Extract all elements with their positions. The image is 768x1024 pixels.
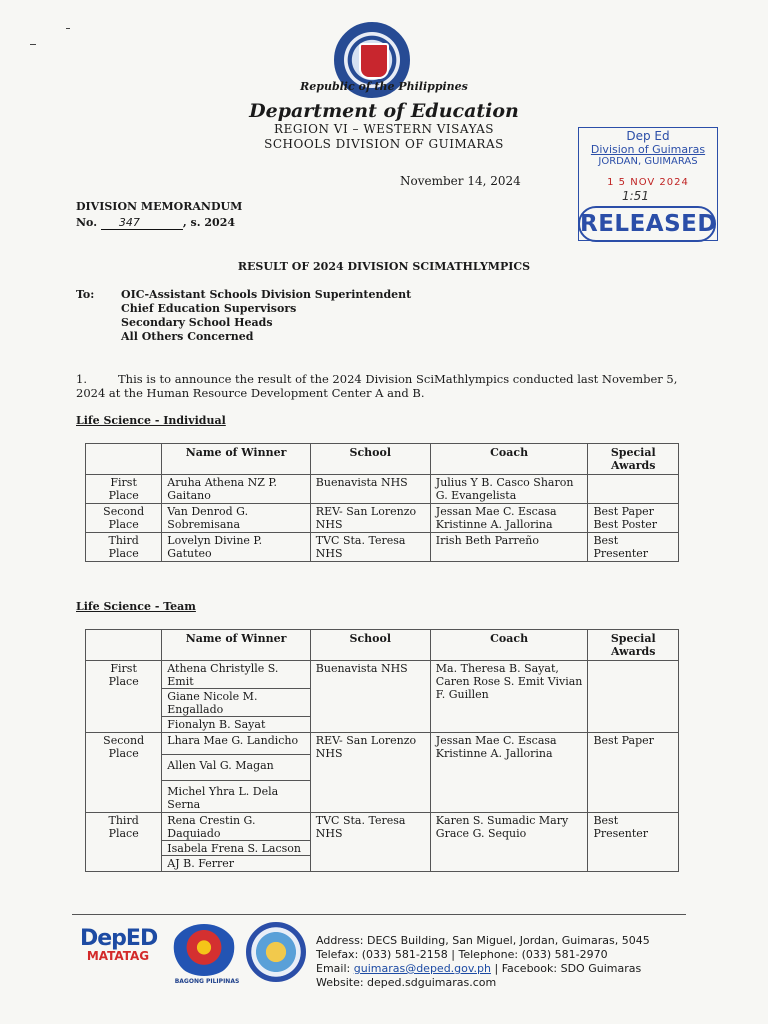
republic-line: Republic of the Philippines	[300, 80, 468, 93]
coach-cell: Ma. Theresa B. Sayat, Caren Rose S. Emit Vivian F. Guillen	[430, 661, 588, 733]
contact-info	[316, 934, 650, 990]
website-line: Website: deped.sdguimaras.com	[316, 976, 497, 989]
header-school: School	[310, 444, 430, 475]
team-member: Lhara Mae G. Landicho	[167, 734, 299, 747]
award-cell: Best Paper	[588, 733, 679, 813]
paragraph-text: This is to announce the result of the 2024 Division SciMathlympics conducted last November 5, 2024 at the Human Resource Development Center A and B.	[76, 372, 678, 400]
recipient-list	[121, 288, 411, 344]
memo-title: DIVISION MEMORANDUM	[76, 200, 243, 213]
school-cell: TVC Sta. Teresa NHS	[310, 533, 430, 562]
scan-mark	[66, 28, 70, 29]
scan-mark	[30, 44, 36, 45]
award-cell	[588, 661, 679, 733]
memo-no-label: No.	[76, 216, 98, 229]
header-coach: Coach	[430, 444, 588, 475]
header-coach: Coach	[430, 630, 588, 661]
memo-date: November 14, 2024	[400, 174, 521, 188]
stamp-date: 1 5 NOV 2024	[607, 177, 689, 188]
header-school: School	[310, 630, 430, 661]
memo-no-value: 347	[101, 216, 183, 230]
region-line: REGION VI – WESTERN VISAYAS	[274, 122, 494, 136]
team-member: Fionalyn B. Sayat	[162, 716, 310, 731]
school-cell: Buenavista NHS	[310, 661, 430, 733]
matatag-logo-text: MATATAG	[86, 949, 150, 963]
header-name: Name of Winner	[162, 630, 311, 661]
header-name: Name of Winner	[162, 444, 311, 475]
winner-cell: Van Denrod G. Sobremisana	[162, 504, 311, 533]
individual-results-table	[85, 443, 679, 562]
table-row	[86, 475, 679, 504]
table-row	[86, 661, 679, 733]
telefax-line: Telefax: (033) 581-2158 | Telephone: (033) 581-2970	[316, 948, 608, 961]
award-cell: Best Presenter	[588, 533, 679, 562]
school-cell: REV- San Lorenzo NHS	[310, 504, 430, 533]
team-member: Rena Crestin G. Daquiado	[167, 814, 256, 840]
team-member: Isabela Frena S. Lacson	[162, 840, 310, 855]
winner-cell: Lovelyn Divine P. Gatuteo	[162, 533, 311, 562]
header-place	[86, 630, 162, 661]
stamp-initials: 1:51	[622, 189, 649, 203]
coach-cell: Jessan Mae C. Escasa Kristinne A. Jallorina	[430, 504, 588, 533]
table-row	[86, 533, 679, 562]
recipient: All Others Concerned	[121, 330, 254, 343]
email-line: Email: guimaras@deped.gov.ph | Facebook: SDO Guimaras	[316, 962, 642, 975]
team-results-table	[85, 629, 679, 872]
division-line: SCHOOLS DIVISION OF GUIMARAS	[264, 137, 504, 151]
header-awards: Special Awards	[588, 444, 679, 475]
section-title-team: Life Science - Team	[76, 600, 196, 613]
recipient: Chief Education Supervisors	[121, 302, 297, 315]
recipient: OIC-Assistant Schools Division Superintendent	[121, 288, 412, 301]
stamp-line1: Dep Ed	[626, 129, 670, 143]
team-member: Athena Christylle S. Emit	[167, 662, 279, 688]
team-member: Allen Val G. Magan	[162, 754, 310, 780]
school-cell: Buenavista NHS	[310, 475, 430, 504]
coach-cell: Karen S. Sumadic Mary Grace G. Sequio	[430, 813, 588, 872]
team-member: Michel Yhra L. Dela Serna	[162, 780, 310, 811]
email-link[interactable]: guimaras@deped.gov.ph	[353, 962, 491, 975]
place-cell: Second Place	[86, 733, 162, 813]
winner-cell	[162, 813, 311, 872]
announcement-paragraph	[76, 372, 696, 400]
table-header-row	[86, 630, 679, 661]
header-place	[86, 444, 162, 475]
table-row	[86, 504, 679, 533]
coach-cell: Jessan Mae C. Escasa Kristinne A. Jallorina	[430, 733, 588, 813]
team-member: Giane Nicole M. Engallado	[162, 688, 310, 716]
coach-cell: Julius Y B. Casco Sharon G. Evangelista	[430, 475, 588, 504]
winner-cell: Aruha Athena NZ P. Gaitano	[162, 475, 311, 504]
winner-cell	[162, 733, 311, 813]
stamp-line2: Division of Guimaras	[590, 143, 706, 156]
deped-matatag-logo	[80, 926, 156, 963]
award-cell: Best Paper Best Poster	[588, 504, 679, 533]
award-cell: Best Presenter	[588, 813, 679, 872]
recipient: Secondary School Heads	[121, 316, 273, 329]
school-cell: TVC Sta. Teresa NHS	[310, 813, 430, 872]
address-line: Address: DECS Building, San Miguel, Jordan, Guimaras, 5045	[316, 934, 650, 947]
footer-divider	[72, 914, 686, 915]
place-cell: First Place	[86, 661, 162, 733]
coach-cell: Irish Beth Parreño	[430, 533, 588, 562]
table-row	[86, 813, 679, 872]
memo-number	[76, 216, 235, 230]
table-header-row	[86, 444, 679, 475]
award-cell	[588, 475, 679, 504]
team-member: AJ B. Ferrer	[162, 855, 310, 870]
bagong-pilipinas-text: BAGONG PILIPINAS	[174, 978, 240, 985]
place-cell: First Place	[86, 475, 162, 504]
to-label: To:	[76, 288, 95, 301]
stamp-line3: JORDAN, GUIMARAS	[598, 156, 698, 167]
memo-series: , s. 2024	[182, 216, 236, 229]
winner-cell	[162, 661, 311, 733]
bagong-pilipinas-logo-icon	[172, 924, 236, 976]
place-cell: Second Place	[86, 504, 162, 533]
table-row	[86, 733, 679, 813]
section-title-individual: Life Science - Individual	[76, 414, 226, 427]
paragraph-number: 1.	[76, 372, 87, 386]
released-stamp: RELEASED	[578, 206, 716, 242]
department-name: Department of Education	[249, 100, 519, 122]
place-cell: Third Place	[86, 813, 162, 872]
memo-subject: RESULT OF 2024 DIVISION SCIMATHLYMPICS	[237, 260, 531, 273]
header-awards: Special Awards	[588, 630, 679, 661]
school-cell: REV- San Lorenzo NHS	[310, 733, 430, 813]
sdo-guimaras-seal-icon	[246, 922, 306, 982]
place-cell: Third Place	[86, 533, 162, 562]
deped-logo-text: DepED	[80, 926, 158, 951]
